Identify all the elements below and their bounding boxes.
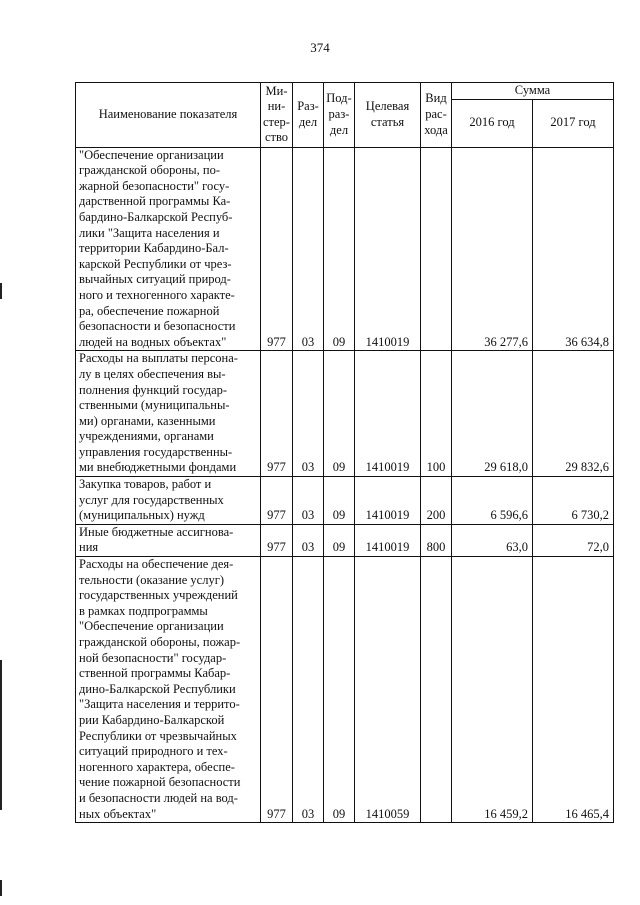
row-sum-2017: 72,0: [533, 524, 614, 556]
header-target: Целевая статья: [355, 83, 421, 148]
row-sum-2017: 36 634,8: [533, 147, 614, 351]
row-expense-type: 800: [421, 524, 452, 556]
scan-edge-mark: [0, 660, 2, 810]
row-subsection: 09: [324, 147, 355, 351]
row-sum-2017: 16 465,4: [533, 557, 614, 823]
row-name: "Обеспечение организации гражданской обороны, по- жарной безопасности" госу- дарственной программы Ка- бардино-Балкарской Респуб- лики "Защита населения и территории Кабардино-Бал- карской Республики от чрез- вычайных ситуаций природ- ного и техногенного характе- ра, обеспечение пожарной безопасности и безопасности людей на водных объектах": [76, 147, 261, 351]
row-sum-2016: 6 596,6: [452, 477, 533, 525]
row-expense-type: [421, 557, 452, 823]
row-section: 03: [293, 557, 324, 823]
row-target: 1410019: [355, 477, 421, 525]
row-target: 1410059: [355, 557, 421, 823]
page-number: 374: [310, 40, 330, 55]
row-ministry: 977: [261, 557, 293, 823]
row-name: Закупка товаров, работ и услуг для государственных (муниципальных) нужд: [76, 477, 261, 525]
row-name: Иные бюджетные ассигнова- ния: [76, 524, 261, 556]
row-section: 03: [293, 147, 324, 351]
row-expense-type: [421, 147, 452, 351]
table-row: [76, 557, 614, 823]
scan-edge-mark: [0, 880, 2, 896]
row-section: 03: [293, 524, 324, 556]
header-ministry: Ми- ни- стер- ство: [261, 83, 293, 148]
header-year-2016: 2016 год: [452, 99, 533, 147]
header-subsection: Под- раз- дел: [324, 83, 355, 148]
row-name: Расходы на выплаты персона- лу в целях обеспечения вы- полнения функций государ- ственными (муниципальны- ми) органами, казенными учреждениями, органами управления государственны- ми внебюджетными фондами: [76, 351, 261, 477]
row-sum-2017: 29 832,6: [533, 351, 614, 477]
row-section: 03: [293, 351, 324, 477]
header-expense-type: Вид рас- хода: [421, 83, 452, 148]
table-row: [76, 524, 614, 556]
row-ministry: 977: [261, 477, 293, 525]
table-row: [76, 147, 614, 351]
row-subsection: 09: [324, 557, 355, 823]
header-sum: Сумма: [452, 83, 614, 100]
row-target: 1410019: [355, 524, 421, 556]
scan-edge-mark: [0, 283, 2, 299]
row-subsection: 09: [324, 477, 355, 525]
table-row: [76, 351, 614, 477]
row-subsection: 09: [324, 524, 355, 556]
row-sum-2017: 6 730,2: [533, 477, 614, 525]
header-name: Наименование показателя: [76, 83, 261, 148]
row-sum-2016: 63,0: [452, 524, 533, 556]
row-target: 1410019: [355, 351, 421, 477]
row-ministry: 977: [261, 351, 293, 477]
row-expense-type: 200: [421, 477, 452, 525]
row-sum-2016: 36 277,6: [452, 147, 533, 351]
budget-table: [75, 82, 614, 823]
row-ministry: 977: [261, 524, 293, 556]
table-row: [76, 477, 614, 525]
row-name: Расходы на обеспечение дея- тельности (оказание услуг) государственных учреждений в рамках подпрограммы "Обеспечение организации гражданской обороны, пожар- ной безопасности" государ- ственной программы Кабар- дино-Балкарской Республики "Защита населения и террито- рии Кабардино-Балкарской Республики от чрезвычайных ситуаций природного и тех- ногенного характера, обеспе- чение пожарной безопасности и безопасности людей на вод- ных объектах": [76, 557, 261, 823]
header-year-2017: 2017 год: [533, 99, 614, 147]
row-expense-type: 100: [421, 351, 452, 477]
row-subsection: 09: [324, 351, 355, 477]
row-target: 1410019: [355, 147, 421, 351]
row-sum-2016: 29 618,0: [452, 351, 533, 477]
row-sum-2016: 16 459,2: [452, 557, 533, 823]
header-section: Раз- дел: [293, 83, 324, 148]
row-ministry: 977: [261, 147, 293, 351]
row-section: 03: [293, 477, 324, 525]
